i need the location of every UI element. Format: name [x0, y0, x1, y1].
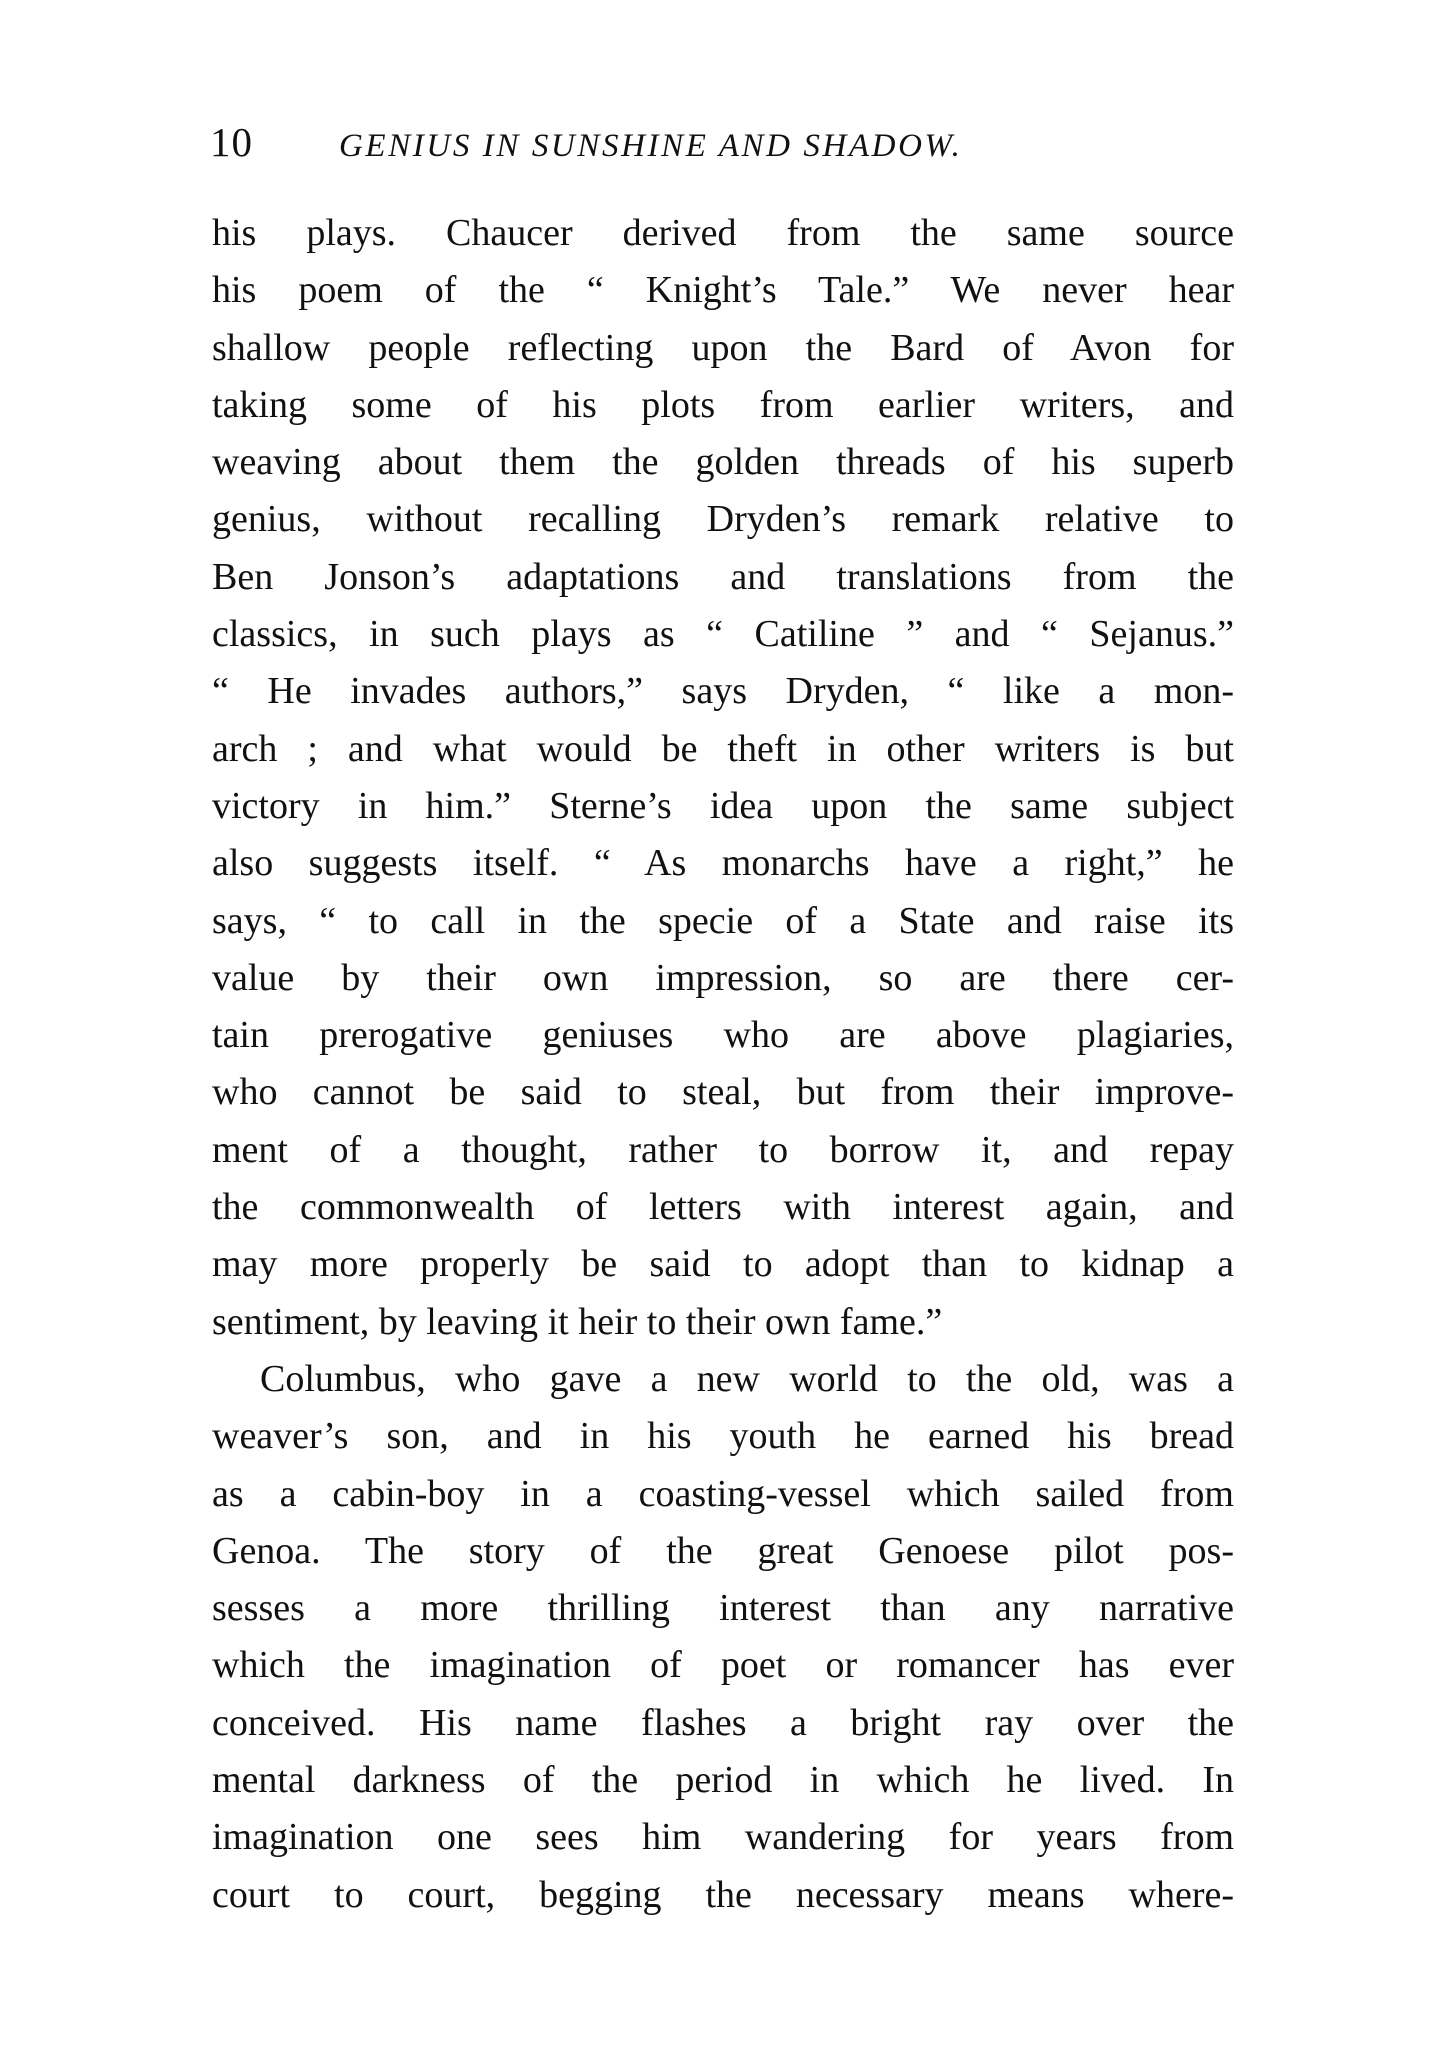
- text-line: the commonwealth of letters with interest again, and: [212, 1186, 1234, 1229]
- text-line: which the imagination of poet or romancer has ever: [212, 1644, 1234, 1687]
- text-line: arch ; and what would be theft in other writers is but: [212, 727, 1234, 770]
- paragraph-first-line: Columbus, who gave a new world to the old, was a: [260, 1357, 1234, 1400]
- text-line: sesses a more thrilling interest than any narrative: [212, 1587, 1234, 1630]
- text-line: shallow people reflecting upon the Bard of Avon for: [212, 326, 1234, 369]
- text-line: taking some of his plots from earlier writers, and: [212, 383, 1234, 426]
- text-line: tain prerogative geniuses who are above plagiaries,: [212, 1014, 1234, 1057]
- text-line: his poem of the “ Knight’s Tale.” We never hear: [212, 269, 1234, 312]
- text-line: ment of a thought, rather to borrow it, and repay: [212, 1128, 1234, 1171]
- text-line: mental darkness of the period in which he lived. In: [212, 1759, 1234, 1802]
- text-line: says, “ to call in the specie of a State and raise its: [212, 899, 1234, 942]
- text-line: his plays. Chaucer derived from the same source: [212, 212, 1234, 254]
- text-line: weaving about them the golden threads of his superb: [212, 441, 1234, 484]
- text-line: classics, in such plays as “ Catiline ” and “ Sejanus.”: [212, 613, 1234, 656]
- text-line: “ He invades authors,” says Dryden, “ like a mon-: [212, 670, 1234, 713]
- text-line: victory in him.” Sterne’s idea upon the same subject: [212, 784, 1234, 827]
- text-line: also suggests itself. “ As monarchs have a right,” he: [212, 842, 1234, 885]
- text-line: value by their own impression, so are there cer-: [212, 956, 1234, 999]
- paragraph-last-line: sentiment, by leaving it heir to their own fame.”: [212, 1300, 943, 1343]
- running-title: GENIUS IN SUNSHINE AND SHADOW.: [339, 128, 963, 164]
- text-line: who cannot be said to steal, but from their improve-: [212, 1071, 1234, 1114]
- text-line: may more properly be said to adopt than to kidnap a: [212, 1243, 1234, 1286]
- body-text: [212, 205, 1234, 1924]
- text-line: genius, without recalling Dryden’s remark relative to: [212, 498, 1234, 541]
- text-line: imagination one sees him wandering for years from: [212, 1816, 1234, 1859]
- text-line: as a cabin-boy in a coasting-vessel which sailed from: [212, 1472, 1234, 1515]
- running-head: [210, 118, 1240, 178]
- text-line: weaver’s son, and in his youth he earned his bread: [212, 1415, 1234, 1458]
- text-line: Ben Jonson’s adaptations and translations from the: [212, 555, 1234, 598]
- text-line: conceived. His name flashes a bright ray over the: [212, 1701, 1234, 1744]
- page-number: 10: [210, 119, 253, 165]
- text-line: court to court, begging the necessary means where-: [212, 1873, 1234, 1916]
- text-line: Genoa. The story of the great Genoese pilot pos-: [212, 1529, 1234, 1572]
